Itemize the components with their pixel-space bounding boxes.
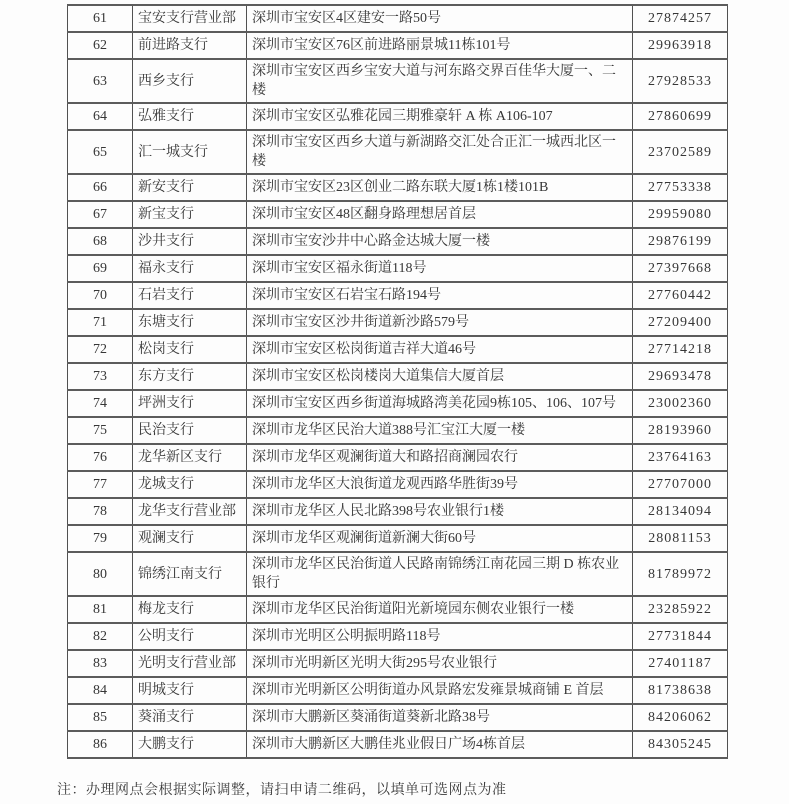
- table-row: [68, 596, 728, 623]
- row-number-cell: 74: [68, 390, 133, 417]
- address-cell: 深圳市龙华区大浪街道龙观西路华胜街39号: [247, 471, 633, 498]
- address-cell: 深圳市龙华区民治街道阳光新境园东侧农业银行一楼: [247, 596, 633, 623]
- phone-cell: 23702589: [633, 130, 728, 174]
- phone-cell: 23002360: [633, 390, 728, 417]
- table-row: [68, 309, 728, 336]
- branch-name-cell: 东塘支行: [133, 309, 247, 336]
- address-cell: 深圳市宝安区23区创业二路东联大厦1栋1楼101B: [247, 174, 633, 201]
- branch-name-cell: 龙华支行营业部: [133, 498, 247, 525]
- table-row: [68, 704, 728, 731]
- table-row: [68, 677, 728, 704]
- branch-table-body: [68, 5, 728, 758]
- phone-cell: 84206062: [633, 704, 728, 731]
- phone-cell: 27731844: [633, 623, 728, 650]
- row-number-cell: 85: [68, 704, 133, 731]
- address-cell: 深圳市宝安区4区建安一路50号: [247, 5, 633, 32]
- table-row: [68, 731, 728, 758]
- branch-table: [67, 4, 728, 759]
- phone-cell: 28134094: [633, 498, 728, 525]
- address-cell: 深圳市宝安区松岗楼岗大道集信大厦首层: [247, 363, 633, 390]
- row-number-cell: 79: [68, 525, 133, 552]
- address-cell: 深圳市光明新区光明大街295号农业银行: [247, 650, 633, 677]
- branch-name-cell: 民治支行: [133, 417, 247, 444]
- address-cell: 深圳市宝安区沙井街道新沙路579号: [247, 309, 633, 336]
- address-cell: 深圳市宝安区福永街道118号: [247, 255, 633, 282]
- address-cell: 深圳市龙华区观澜街道大和路招商澜园农行: [247, 444, 633, 471]
- branch-name-cell: 新安支行: [133, 174, 247, 201]
- table-row: [68, 471, 728, 498]
- row-number-cell: 71: [68, 309, 133, 336]
- branch-name-cell: 宝安支行营业部: [133, 5, 247, 32]
- row-number-cell: 67: [68, 201, 133, 228]
- address-cell: 深圳市大鹏新区葵涌街道葵新北路38号: [247, 704, 633, 731]
- phone-cell: 29876199: [633, 228, 728, 255]
- address-cell: 深圳市龙华区观澜街道新澜大街60号: [247, 525, 633, 552]
- phone-cell: 23764163: [633, 444, 728, 471]
- phone-cell: 84305245: [633, 731, 728, 758]
- row-number-cell: 73: [68, 363, 133, 390]
- scanned-branch-list-page: [0, 4, 789, 804]
- row-number-cell: 68: [68, 228, 133, 255]
- branch-name-cell: 龙华新区支行: [133, 444, 247, 471]
- phone-cell: 29963918: [633, 32, 728, 59]
- branch-name-cell: 公明支行: [133, 623, 247, 650]
- table-row: [68, 103, 728, 130]
- footnote: 注：办理网点会根据实际调整，请扫申请二维码，以填单可选网点为准: [57, 783, 507, 798]
- address-cell: 深圳市宝安区松岗街道吉祥大道46号: [247, 336, 633, 363]
- address-cell: 深圳市宝安区48区翻身路理想居首层: [247, 201, 633, 228]
- row-number-cell: 66: [68, 174, 133, 201]
- phone-cell: 27397668: [633, 255, 728, 282]
- row-number-cell: 86: [68, 731, 133, 758]
- address-cell: 深圳市宝安区西乡街道海城路湾美花园9栋105、106、107号: [247, 390, 633, 417]
- table-row: [68, 623, 728, 650]
- address-cell: 深圳市光明新区公明街道办风景路宏发雍景城商铺 E 首层: [247, 677, 633, 704]
- phone-cell: 81738638: [633, 677, 728, 704]
- branch-name-cell: 光明支行营业部: [133, 650, 247, 677]
- branch-name-cell: 汇一城支行: [133, 130, 247, 174]
- phone-cell: 23285922: [633, 596, 728, 623]
- table-row: [68, 174, 728, 201]
- row-number-cell: 72: [68, 336, 133, 363]
- phone-cell: 27874257: [633, 5, 728, 32]
- address-cell: 深圳市龙华区民治街道人民路南锦绣江南花园三期 D 栋农业银行: [247, 552, 633, 596]
- branch-name-cell: 东方支行: [133, 363, 247, 390]
- row-number-cell: 63: [68, 59, 133, 103]
- address-cell: 深圳市宝安区76区前进路丽景城11栋101号: [247, 32, 633, 59]
- phone-cell: 27928533: [633, 59, 728, 103]
- phone-cell: 27714218: [633, 336, 728, 363]
- address-cell: 深圳市宝安区西乡宝安大道与河东路交界百佳华大厦一、二楼: [247, 59, 633, 103]
- phone-cell: 27753338: [633, 174, 728, 201]
- phone-cell: 27760442: [633, 282, 728, 309]
- phone-cell: 28193960: [633, 417, 728, 444]
- table-row: [68, 282, 728, 309]
- branch-name-cell: 松岗支行: [133, 336, 247, 363]
- phone-cell: 28081153: [633, 525, 728, 552]
- row-number-cell: 81: [68, 596, 133, 623]
- branch-name-cell: 观澜支行: [133, 525, 247, 552]
- table-row: [68, 130, 728, 174]
- address-cell: 深圳市宝安区石岩宝石路194号: [247, 282, 633, 309]
- address-cell: 深圳市龙华区民治大道388号汇宝江大厦一楼: [247, 417, 633, 444]
- row-number-cell: 64: [68, 103, 133, 130]
- branch-name-cell: 大鹏支行: [133, 731, 247, 758]
- table-row: [68, 363, 728, 390]
- branch-name-cell: 弘雅支行: [133, 103, 247, 130]
- table-row: [68, 255, 728, 282]
- branch-name-cell: 前进路支行: [133, 32, 247, 59]
- table-row: [68, 228, 728, 255]
- table-row: [68, 650, 728, 677]
- branch-name-cell: 石岩支行: [133, 282, 247, 309]
- table-row: [68, 5, 728, 32]
- branch-name-cell: 梅龙支行: [133, 596, 247, 623]
- phone-cell: 29959080: [633, 201, 728, 228]
- row-number-cell: 69: [68, 255, 133, 282]
- address-cell: 深圳市宝安区弘雅花园三期雅豪轩 A 栋 A106-107: [247, 103, 633, 130]
- table-row: [68, 417, 728, 444]
- table-row: [68, 525, 728, 552]
- row-number-cell: 82: [68, 623, 133, 650]
- branch-name-cell: 龙城支行: [133, 471, 247, 498]
- row-number-cell: 84: [68, 677, 133, 704]
- branch-name-cell: 坪洲支行: [133, 390, 247, 417]
- table-row: [68, 59, 728, 103]
- address-cell: 深圳市宝安沙井中心路金达城大厦一楼: [247, 228, 633, 255]
- row-number-cell: 70: [68, 282, 133, 309]
- row-number-cell: 61: [68, 5, 133, 32]
- table-row: [68, 390, 728, 417]
- phone-cell: 27860699: [633, 103, 728, 130]
- branch-name-cell: 福永支行: [133, 255, 247, 282]
- row-number-cell: 75: [68, 417, 133, 444]
- branch-name-cell: 新宝支行: [133, 201, 247, 228]
- phone-cell: 27209400: [633, 309, 728, 336]
- row-number-cell: 80: [68, 552, 133, 596]
- table-row: [68, 552, 728, 596]
- row-number-cell: 76: [68, 444, 133, 471]
- table-row: [68, 32, 728, 59]
- phone-cell: 81789972: [633, 552, 728, 596]
- row-number-cell: 62: [68, 32, 133, 59]
- table-row: [68, 498, 728, 525]
- branch-name-cell: 西乡支行: [133, 59, 247, 103]
- table-row: [68, 336, 728, 363]
- branch-name-cell: 明城支行: [133, 677, 247, 704]
- row-number-cell: 77: [68, 471, 133, 498]
- address-cell: 深圳市宝安区西乡大道与新湖路交汇处合正汇一城西北区一楼: [247, 130, 633, 174]
- phone-cell: 27401187: [633, 650, 728, 677]
- row-number-cell: 83: [68, 650, 133, 677]
- branch-name-cell: 葵涌支行: [133, 704, 247, 731]
- address-cell: 深圳市光明区公明振明路118号: [247, 623, 633, 650]
- table-row: [68, 201, 728, 228]
- address-cell: 深圳市大鹏新区大鹏佳兆业假日广场4栋首层: [247, 731, 633, 758]
- phone-cell: 29693478: [633, 363, 728, 390]
- row-number-cell: 65: [68, 130, 133, 174]
- row-number-cell: 78: [68, 498, 133, 525]
- branch-name-cell: 锦绣江南支行: [133, 552, 247, 596]
- table-row: [68, 444, 728, 471]
- branch-name-cell: 沙井支行: [133, 228, 247, 255]
- phone-cell: 27707000: [633, 471, 728, 498]
- address-cell: 深圳市龙华区人民北路398号农业银行1楼: [247, 498, 633, 525]
